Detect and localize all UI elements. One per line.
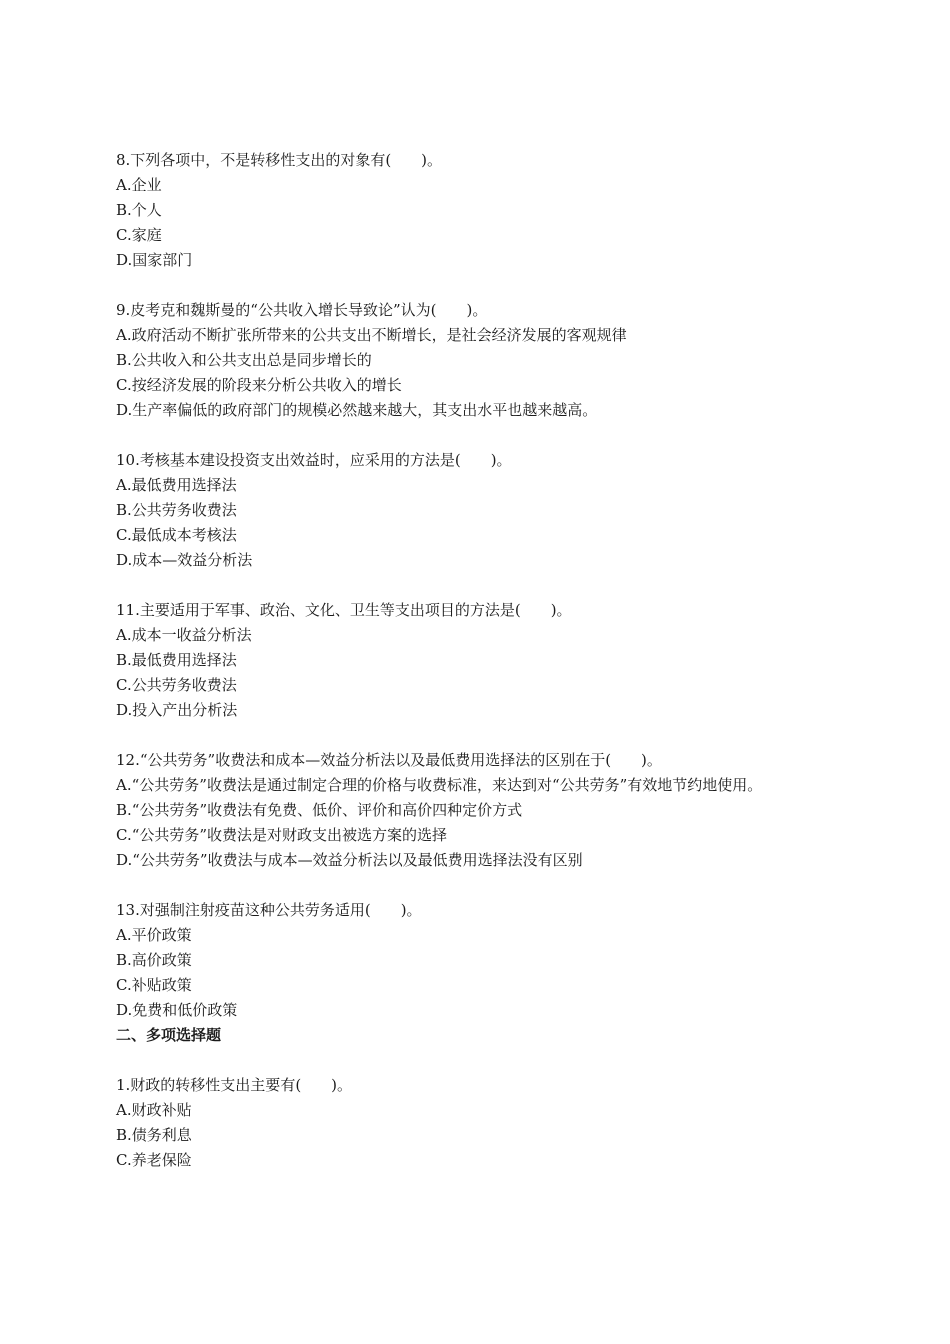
- question-12: [116, 748, 846, 873]
- question-stem: 10.考核基本建设投资支出效益时，应采用的方法是( )。: [116, 451, 512, 469]
- section-heading: 二、多项选择题: [116, 1026, 222, 1044]
- question-11: [116, 598, 846, 723]
- option-d: D.国家部门: [116, 251, 193, 269]
- option-a: A.“公共劳务”收费法是通过制定合理的价格与收费标准，来达到对“公共劳务”有效地节约地使用。: [116, 776, 763, 794]
- question-13: [116, 898, 846, 1023]
- option-d: D.投入产出分析法: [116, 701, 238, 719]
- option-c: C.公共劳务收费法: [116, 676, 237, 694]
- option-b: B.最低费用选择法: [116, 651, 237, 669]
- option-a: A.财政补贴: [116, 1101, 192, 1119]
- question-stem: 13.对强制注射疫苗这种公共劳务适用( )。: [116, 901, 422, 919]
- option-d: D.免费和低价政策: [116, 1001, 238, 1019]
- option-c: C.“公共劳务”收费法是对财政支出被选方案的选择: [116, 826, 448, 844]
- option-c: C.最低成本考核法: [116, 526, 237, 544]
- question-stem: 8.下列各项中，不是转移性支出的对象有( )。: [116, 151, 443, 169]
- option-a: A.企业: [116, 176, 162, 194]
- option-b: B.债务利息: [116, 1126, 192, 1144]
- option-a: A.成本一收益分析法: [116, 626, 252, 644]
- question-stem: 11.主要适用于军事、政治、文化、卫生等支出项目的方法是( )。: [116, 601, 572, 619]
- question-stem: 1.财政的转移性支出主要有( )。: [116, 1076, 353, 1094]
- option-a: A.政府活动不断扩张所带来的公共支出不断增长，是社会经济发展的客观规律: [116, 326, 627, 344]
- question-9: [116, 298, 846, 423]
- option-b: B.公共劳务收费法: [116, 501, 237, 519]
- multi-question-1: [116, 1073, 846, 1173]
- option-b: B.个人: [116, 201, 162, 219]
- option-b: B.公共收入和公共支出总是同步增长的: [116, 351, 372, 369]
- question-10: [116, 448, 846, 573]
- option-b: B.“公共劳务”收费法有免费、低价、评价和高价四种定价方式: [116, 801, 523, 819]
- option-c: C.家庭: [116, 226, 162, 244]
- question-stem: 9.皮考克和魏斯曼的“公共收入增长导致论”认为( )。: [116, 301, 488, 319]
- question-stem: 12.“公共劳务”收费法和成本—效益分析法以及最低费用选择法的区别在于( )。: [116, 751, 662, 769]
- option-c: C.补贴政策: [116, 976, 192, 994]
- option-c: C.养老保险: [116, 1151, 192, 1169]
- document-page: [116, 148, 846, 1198]
- option-d: D.成本—效益分析法: [116, 551, 253, 569]
- option-d: D.“公共劳务”收费法与成本—效益分析法以及最低费用选择法没有区别: [116, 851, 583, 869]
- question-8: [116, 148, 846, 273]
- option-b: B.高价政策: [116, 951, 192, 969]
- option-a: A.平价政策: [116, 926, 192, 944]
- option-a: A.最低费用选择法: [116, 476, 237, 494]
- option-d: D.生产率偏低的政府部门的规模必然越来越大，其支出水平也越来越高。: [116, 401, 598, 419]
- option-c: C.按经济发展的阶段来分析公共收入的增长: [116, 376, 402, 394]
